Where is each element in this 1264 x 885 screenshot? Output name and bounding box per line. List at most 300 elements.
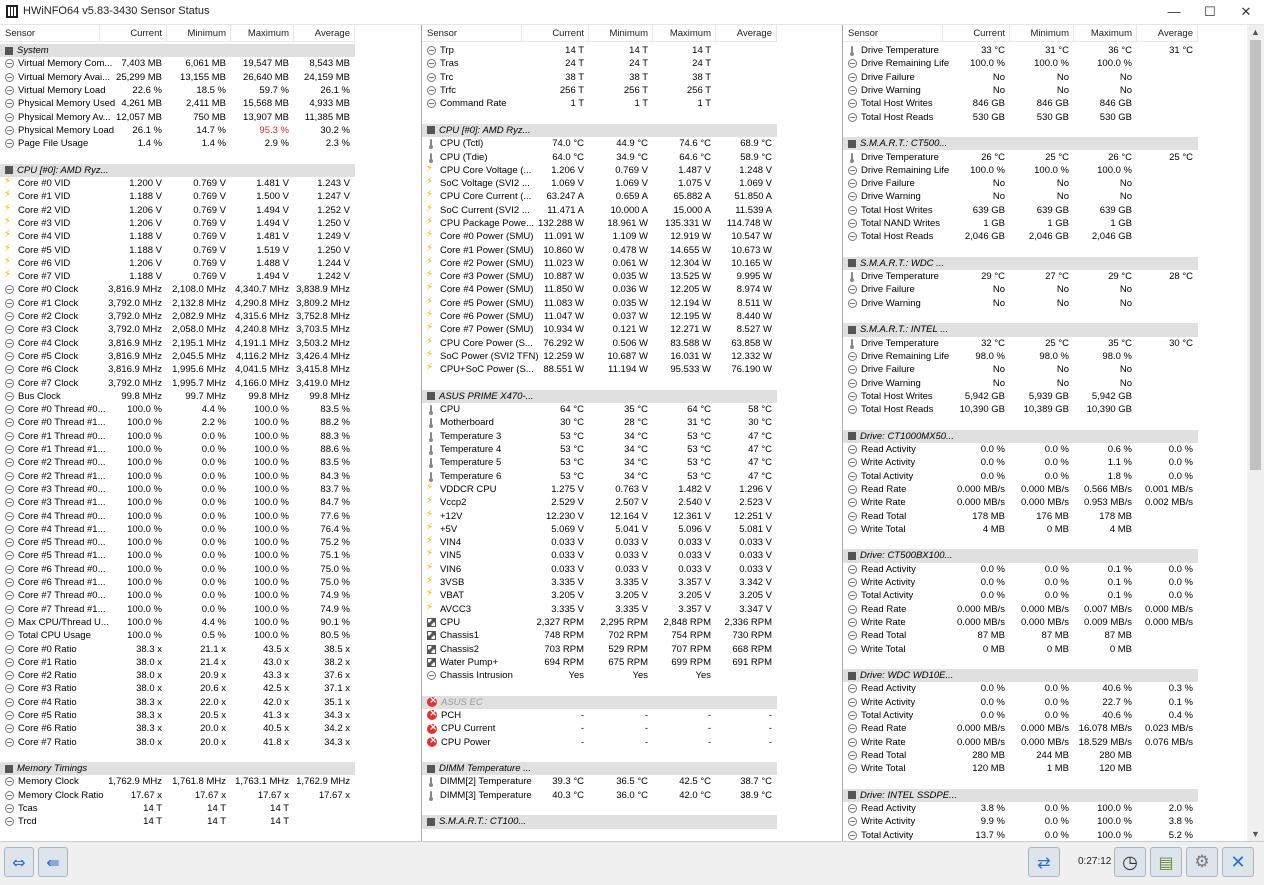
value-maximum: 22.7 % <box>1102 696 1132 708</box>
sensor-group-header[interactable] <box>422 815 777 828</box>
value-maximum: 1,763.1 MHz <box>235 776 289 788</box>
sensor-row[interactable] <box>422 177 777 190</box>
sensor-row[interactable] <box>422 735 777 748</box>
sensor-row[interactable] <box>422 509 777 522</box>
sensor-row[interactable] <box>843 97 1198 110</box>
sensor-row[interactable] <box>843 642 1198 655</box>
sensor-group-header[interactable] <box>0 762 355 775</box>
sensor-row[interactable] <box>843 110 1198 123</box>
sensor-name-cell <box>843 511 943 522</box>
sensor-name-cell <box>422 350 539 362</box>
column-header-sensor[interactable]: Sensor <box>422 25 522 42</box>
column-header-current[interactable]: Current <box>522 25 589 42</box>
sensor-name-cell <box>0 644 100 655</box>
voltage-bolt-icon <box>5 192 14 201</box>
sensor-name: Core #7 Ratio <box>18 736 77 748</box>
sensor-row[interactable] <box>0 416 355 429</box>
sensor-row[interactable] <box>843 762 1198 775</box>
sensor-row[interactable] <box>422 602 777 615</box>
sensor-group-header[interactable] <box>0 44 355 57</box>
chip-icon <box>848 791 856 799</box>
column-header-sensor[interactable]: Sensor <box>0 25 100 42</box>
sensor-row[interactable] <box>422 496 777 509</box>
value-maximum: 42.0 x <box>263 696 289 708</box>
network-button[interactable] <box>1028 847 1060 877</box>
value-current: 13.7 % <box>975 829 1005 841</box>
sensor-row[interactable] <box>0 789 355 802</box>
value-current: 14 T <box>143 816 162 828</box>
value-average: 38.2 x <box>324 656 350 668</box>
sensor-group-header[interactable] <box>0 164 355 177</box>
sensor-row[interactable] <box>843 470 1198 483</box>
sensor-row[interactable] <box>422 230 777 243</box>
sensor-row[interactable] <box>422 563 777 576</box>
voltage-bolt-icon <box>5 206 14 215</box>
sensor-row[interactable] <box>0 509 355 522</box>
sensor-row[interactable] <box>0 536 355 549</box>
sensor-row[interactable] <box>843 802 1198 815</box>
value-average: 1.250 V <box>317 218 350 229</box>
value-minimum: 1 MB <box>1046 763 1069 775</box>
sensor-row[interactable] <box>422 217 777 230</box>
sensor-row[interactable] <box>422 789 777 802</box>
sensor-row[interactable] <box>843 523 1198 536</box>
value-average: 11.539 A <box>735 204 772 216</box>
column-header-maximum[interactable]: Maximum <box>653 25 716 42</box>
sensor-row[interactable] <box>843 177 1198 190</box>
sensor-group-header[interactable] <box>422 124 777 137</box>
sensor-row[interactable] <box>0 523 355 536</box>
sensor-row[interactable] <box>422 456 777 469</box>
value-minimum: 0.035 W <box>612 271 648 283</box>
sensor-row[interactable] <box>0 802 355 815</box>
sensor-name-cell <box>422 723 522 734</box>
value-average: 3,838.9 MHz <box>296 284 350 296</box>
sensor-name-cell <box>0 298 100 309</box>
value-current: - <box>580 736 584 748</box>
sensor-name-cell <box>422 218 534 229</box>
sensor-row[interactable] <box>422 270 777 283</box>
value-average: 8,543 MB <box>309 58 350 70</box>
sensor-group-name: Drive: CT1000MX50... <box>860 430 954 442</box>
value-current: 4,261 MB <box>121 98 162 110</box>
sensor-group-header[interactable] <box>843 430 1198 443</box>
sensor-group-header[interactable] <box>843 669 1198 682</box>
sensor-name: VBAT <box>440 590 465 602</box>
sensor-group-header[interactable] <box>843 549 1198 562</box>
value-maximum: 12.919 W <box>670 231 711 243</box>
sensor-row[interactable] <box>0 390 355 403</box>
sensor-row[interactable] <box>422 97 777 110</box>
sensor-row[interactable] <box>0 190 355 203</box>
spacer-row <box>0 749 355 762</box>
sensor-row[interactable] <box>0 110 355 123</box>
value-average: 80.5 % <box>320 630 350 642</box>
sensor-row[interactable] <box>422 190 777 203</box>
vertical-scrollbar[interactable] <box>1247 25 1264 841</box>
value-current: 100.0 % <box>127 616 162 628</box>
sensor-name: Chassis1 <box>440 630 480 642</box>
sensor-row[interactable] <box>422 283 777 296</box>
sensor-row[interactable] <box>843 815 1198 828</box>
sensor-row[interactable] <box>422 243 777 256</box>
sensor-group-header[interactable] <box>422 762 777 775</box>
sensor-row[interactable] <box>0 57 355 70</box>
value-current: 99.8 MHz <box>121 390 162 402</box>
sensor-row[interactable] <box>422 549 777 562</box>
sensor-row[interactable] <box>0 602 355 615</box>
sensor-row[interactable] <box>422 337 777 350</box>
sensor-row[interactable] <box>0 656 355 669</box>
value-average: 30 °C <box>748 417 772 429</box>
scrollbar-thumb[interactable] <box>1250 40 1261 470</box>
sensor-row[interactable] <box>422 257 777 270</box>
sensor-name-cell <box>422 537 522 548</box>
value-current: 530 GB <box>972 111 1005 123</box>
sensor-name-cell <box>843 683 943 694</box>
sensor-row[interactable] <box>422 430 777 443</box>
scroll-up-icon[interactable]: ▲ <box>1251 27 1260 37</box>
sensor-row[interactable] <box>422 363 777 376</box>
sensor-row[interactable] <box>422 403 777 416</box>
sensor-row[interactable] <box>843 71 1198 84</box>
sensor-row[interactable] <box>843 696 1198 709</box>
sensor-row[interactable] <box>0 310 355 323</box>
sensor-row[interactable] <box>0 616 355 629</box>
sensor-row[interactable] <box>843 403 1198 416</box>
column-header-minimum[interactable]: Minimum <box>167 25 231 42</box>
sensor-row[interactable] <box>843 270 1198 283</box>
sensor-row[interactable] <box>843 629 1198 642</box>
sensor-name: Read Total <box>861 510 907 522</box>
thermometer-icon <box>427 777 436 786</box>
column-header-maximum[interactable]: Maximum <box>1074 25 1137 42</box>
sensor-row[interactable] <box>0 669 355 682</box>
sensor-row[interactable] <box>422 164 777 177</box>
sensor-row[interactable] <box>422 443 777 456</box>
sensor-row[interactable] <box>0 629 355 642</box>
sensor-row[interactable] <box>843 283 1198 296</box>
sensor-row[interactable] <box>843 164 1198 177</box>
sensor-row[interactable] <box>843 509 1198 522</box>
sensor-row[interactable] <box>843 496 1198 509</box>
sensor-row[interactable] <box>422 589 777 602</box>
sensor-row[interactable] <box>0 549 355 562</box>
value-minimum: 256 T <box>623 85 648 97</box>
sensor-circle-icon <box>848 379 857 388</box>
sensor-name: Core #6 Ratio <box>18 723 77 735</box>
sensor-group-header[interactable] <box>843 137 1198 150</box>
sensor-row[interactable] <box>422 297 777 310</box>
sensor-row[interactable] <box>422 709 777 722</box>
sensor-row[interactable] <box>0 363 355 376</box>
sensor-row[interactable] <box>843 150 1198 163</box>
sensor-row[interactable] <box>0 337 355 350</box>
sensor-row[interactable] <box>422 323 777 336</box>
value-maximum: 5.096 V <box>678 523 711 535</box>
sensor-row[interactable] <box>422 57 777 70</box>
sensor-row[interactable] <box>0 470 355 483</box>
sensor-row[interactable] <box>843 576 1198 589</box>
sensor-row[interactable] <box>0 456 355 469</box>
spacer-row <box>422 110 777 123</box>
column-header-average[interactable]: Average <box>716 25 777 42</box>
value-maximum: 135.331 W <box>665 218 711 229</box>
sensor-row[interactable] <box>843 709 1198 722</box>
value-current: 38.0 x <box>136 683 162 695</box>
value-maximum: 13.525 W <box>670 271 711 283</box>
sensor-name-cell <box>422 590 522 601</box>
value-minimum: 11.194 W <box>608 364 648 376</box>
sensor-name: Core #0 Power (SMU) <box>440 231 534 243</box>
value-maximum: 3.357 V <box>678 577 711 589</box>
sensor-row[interactable] <box>843 190 1198 203</box>
sensor-row[interactable] <box>843 337 1198 350</box>
sensor-row[interactable] <box>0 576 355 589</box>
sensor-name-cell <box>843 830 943 841</box>
sensor-row[interactable] <box>0 376 355 389</box>
sensor-circle-icon <box>5 312 14 321</box>
maximize-button[interactable]: ☐ <box>1204 4 1216 19</box>
sensor-row[interactable] <box>0 217 355 230</box>
sensor-row[interactable] <box>422 536 777 549</box>
sensor-row[interactable] <box>422 350 777 363</box>
value-current: 0.0 % <box>980 444 1005 456</box>
sensor-name: CPU Power <box>441 736 491 748</box>
value-minimum: 0.0 % <box>201 457 226 469</box>
sensor-row[interactable] <box>843 376 1198 389</box>
column-header-average[interactable]: Average <box>1137 25 1198 42</box>
voltage-bolt-icon <box>427 259 436 268</box>
sensor-name: Drive Warning <box>861 191 921 203</box>
column-header-average[interactable]: Average <box>294 25 355 42</box>
sensor-row[interactable] <box>0 642 355 655</box>
sensor-row[interactable] <box>0 243 355 256</box>
sensor-row[interactable] <box>843 829 1198 842</box>
sensor-row[interactable] <box>843 483 1198 496</box>
value-maximum: 100.0 % <box>254 563 289 575</box>
sensor-row[interactable] <box>422 775 777 788</box>
sensor-name-cell <box>0 245 100 256</box>
sensor-row[interactable] <box>0 350 355 363</box>
sensor-row[interactable] <box>843 363 1198 376</box>
sensor-row[interactable] <box>0 682 355 695</box>
thermometer-icon <box>427 153 436 162</box>
sensor-row[interactable] <box>422 669 777 682</box>
sensor-circle-icon <box>5 724 14 733</box>
value-current: 178 MB <box>972 510 1005 522</box>
sensor-row[interactable] <box>843 44 1198 57</box>
sensor-row[interactable] <box>843 57 1198 70</box>
sensor-row[interactable] <box>422 71 777 84</box>
sensor-row[interactable] <box>0 97 355 110</box>
sensor-row[interactable] <box>0 815 355 828</box>
sensor-row[interactable] <box>0 257 355 270</box>
expand-button[interactable] <box>4 847 34 877</box>
sensor-row[interactable] <box>0 124 355 137</box>
value-average: 88.6 % <box>320 444 350 456</box>
sensor-row[interactable] <box>422 44 777 57</box>
sensor-row[interactable] <box>422 150 777 163</box>
value-minimum: 20.0 x <box>200 736 226 748</box>
sensor-group-header[interactable] <box>422 696 777 709</box>
sensor-row[interactable] <box>0 323 355 336</box>
value-minimum: 0.0 % <box>1044 563 1069 575</box>
value-minimum: 0.769 V <box>193 204 226 216</box>
sensor-row[interactable] <box>0 270 355 283</box>
sensor-row[interactable] <box>843 204 1198 217</box>
sensor-row[interactable] <box>0 722 355 735</box>
sensor-row[interactable] <box>0 230 355 243</box>
sensor-row[interactable] <box>0 709 355 722</box>
column-header-maximum[interactable]: Maximum <box>231 25 294 42</box>
sensor-row[interactable] <box>422 470 777 483</box>
sensor-row[interactable] <box>0 137 355 150</box>
value-minimum: 13,155 MB <box>180 71 226 83</box>
sensor-row[interactable] <box>0 496 355 509</box>
column-header-current[interactable]: Current <box>943 25 1010 42</box>
sensor-row[interactable] <box>843 563 1198 576</box>
sensor-row[interactable] <box>422 576 777 589</box>
sensor-circle-icon <box>5 698 14 707</box>
sensor-name-cell <box>843 284 943 295</box>
clock-button[interactable] <box>1114 847 1146 877</box>
value-current: 100.0 % <box>127 470 162 482</box>
sensor-row[interactable] <box>0 563 355 576</box>
sensor-row[interactable] <box>843 350 1198 363</box>
sensor-name-cell <box>843 737 943 748</box>
close-button[interactable]: ✕ <box>1240 4 1252 19</box>
voltage-bolt-icon <box>427 605 436 614</box>
sensor-row[interactable] <box>422 416 777 429</box>
sensor-row[interactable] <box>422 722 777 735</box>
sensor-row[interactable] <box>0 297 355 310</box>
sensor-row[interactable] <box>0 696 355 709</box>
sensor-row[interactable] <box>843 722 1198 735</box>
column-header-current[interactable]: Current <box>100 25 167 42</box>
sensor-name: Write Activity <box>861 577 916 589</box>
exit-button[interactable] <box>1222 847 1254 877</box>
sensor-row[interactable] <box>422 137 777 150</box>
sensor-circle-icon <box>848 113 857 122</box>
value-maximum: 0.1 % <box>1107 577 1132 589</box>
sensor-group-header[interactable] <box>422 390 777 403</box>
value-current: 703 RPM <box>544 643 584 655</box>
settings-button[interactable] <box>1186 847 1218 877</box>
value-minimum: No <box>1056 191 1069 203</box>
sensor-row[interactable] <box>843 84 1198 97</box>
sensor-row[interactable] <box>422 483 777 496</box>
sensor-row[interactable] <box>843 456 1198 469</box>
sensor-row[interactable] <box>0 443 355 456</box>
sensor-row[interactable] <box>0 735 355 748</box>
collapse-button[interactable] <box>38 847 68 877</box>
double-arrow-icon: ⇔ <box>12 852 26 872</box>
sensor-row[interactable] <box>843 589 1198 602</box>
sensor-row[interactable] <box>422 656 777 669</box>
sensor-row[interactable] <box>843 616 1198 629</box>
sensor-row[interactable] <box>0 483 355 496</box>
sensor-name: Command Rate <box>440 98 507 110</box>
sensor-row[interactable] <box>422 629 777 642</box>
sensor-row[interactable] <box>422 523 777 536</box>
thermometer-icon <box>427 139 436 148</box>
sensor-group-header[interactable] <box>843 789 1198 802</box>
sensor-row[interactable] <box>422 616 777 629</box>
value-maximum: 1.481 V <box>256 178 289 190</box>
value-minimum: 0.0 % <box>1044 444 1069 456</box>
sensor-row[interactable] <box>843 749 1198 762</box>
sensor-row[interactable] <box>0 177 355 190</box>
report-button[interactable] <box>1150 847 1182 877</box>
value-current: 1 GB <box>983 218 1005 229</box>
value-maximum: 24 T <box>692 58 711 70</box>
sensor-row[interactable] <box>0 71 355 84</box>
sensor-row[interactable] <box>422 84 777 97</box>
value-maximum: 4,191.1 MHz <box>235 337 289 349</box>
value-average: 12.332 W <box>731 350 772 362</box>
value-minimum: 31 °C <box>1045 45 1069 57</box>
sensor-row[interactable] <box>0 403 355 416</box>
sensor-row[interactable] <box>0 283 355 296</box>
sensor-name: Water Pump+ <box>440 656 498 668</box>
sensor-row[interactable] <box>422 310 777 323</box>
value-maximum: 42.0 °C <box>679 789 711 801</box>
sensor-name: Core #2 Power (SMU) <box>440 257 534 269</box>
scroll-down-icon[interactable]: ▼ <box>1251 829 1260 839</box>
fan-icon <box>427 645 436 654</box>
value-minimum: 25 °C <box>1045 151 1069 163</box>
sensor-name-cell <box>843 816 943 827</box>
value-current: No <box>992 71 1005 83</box>
value-average: - <box>768 709 772 721</box>
sensor-row[interactable] <box>843 735 1198 748</box>
value-average: 24,159 MB <box>304 71 350 83</box>
value-maximum: 3.357 V <box>678 603 711 615</box>
sensor-row[interactable] <box>843 297 1198 310</box>
minimize-button[interactable]: — <box>1167 4 1181 19</box>
sensor-row[interactable] <box>0 204 355 217</box>
value-current: 29 °C <box>981 271 1005 283</box>
sensor-row[interactable] <box>843 230 1198 243</box>
sensor-group-header[interactable] <box>843 257 1198 270</box>
sensor-row[interactable] <box>422 204 777 217</box>
sensor-row[interactable] <box>0 775 355 788</box>
sensor-row[interactable] <box>843 390 1198 403</box>
value-minimum: 750 MB <box>193 111 226 123</box>
column-header-sensor[interactable]: Sensor <box>843 25 943 42</box>
value-average: 2.3 % <box>325 138 350 150</box>
sensor-row[interactable] <box>0 84 355 97</box>
value-current: No <box>992 284 1005 296</box>
sensor-row[interactable] <box>0 430 355 443</box>
sensor-row[interactable] <box>843 682 1198 695</box>
sensor-circle-icon <box>5 485 14 494</box>
sensor-name: Core #3 Clock <box>18 324 79 336</box>
column-header-minimum[interactable]: Minimum <box>1010 25 1074 42</box>
value-minimum: 0.0 % <box>1044 803 1069 815</box>
sensor-row[interactable] <box>843 443 1198 456</box>
value-maximum: 19,547 MB <box>243 58 289 70</box>
column-header-minimum[interactable]: Minimum <box>589 25 653 42</box>
sensor-group-header[interactable] <box>843 323 1198 336</box>
sensor-row[interactable] <box>843 602 1198 615</box>
sensor-row[interactable] <box>843 217 1198 230</box>
sensor-name: Max CPU/Thread U... <box>18 616 109 628</box>
sensor-row[interactable] <box>0 589 355 602</box>
value-maximum: 13,907 MB <box>243 111 289 123</box>
sensor-row[interactable] <box>422 642 777 655</box>
